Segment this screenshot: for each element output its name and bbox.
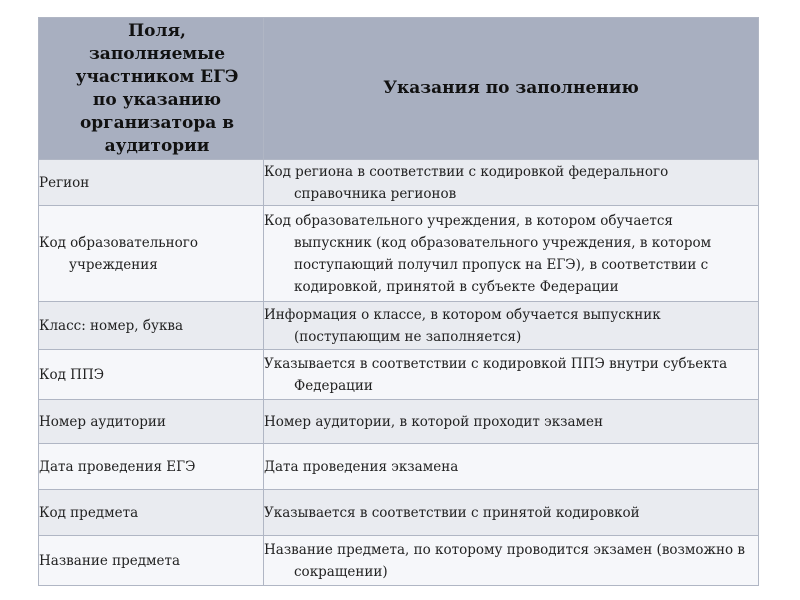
instruction-cell <box>264 490 759 536</box>
table-row <box>39 160 759 206</box>
field-cell <box>39 490 264 536</box>
field-cell <box>39 444 264 490</box>
field-cell <box>39 302 264 350</box>
instruction-cell <box>264 444 759 490</box>
table-row <box>39 490 759 536</box>
instruction-text: Информация о классе, в котором обучается выпускник (поступающим не заполняется) <box>264 306 661 345</box>
instruction-cell <box>264 302 759 350</box>
table-row <box>39 536 759 586</box>
header-fields: Поля, заполняемые участником ЕГЭ по указанию организатора в аудитории <box>39 18 264 160</box>
field-cell <box>39 206 264 302</box>
table-row <box>39 444 759 490</box>
field-text: Дата проведения ЕГЭ <box>39 458 196 475</box>
instruction-cell <box>264 350 759 400</box>
instruction-text: Указывается в соответствии с принятой кодировкой <box>264 504 640 521</box>
instruction-text: Номер аудитории, в которой проходит экзамен <box>264 413 604 430</box>
instruction-cell <box>264 206 759 302</box>
instructions-table <box>38 17 759 586</box>
table-row <box>39 350 759 400</box>
field-text: Номер аудитории <box>39 413 166 430</box>
field-cell <box>39 400 264 444</box>
table-header-row <box>39 18 759 160</box>
field-text: Регион <box>39 174 90 191</box>
field-cell <box>39 350 264 400</box>
instruction-cell <box>264 536 759 586</box>
field-text: Код ППЭ <box>39 366 105 383</box>
table-row <box>39 400 759 444</box>
instruction-text: Код региона в соответствии с кодировкой федерального справочника регионов <box>264 163 669 202</box>
table-row <box>39 206 759 302</box>
table-row <box>39 302 759 350</box>
field-text: Код образовательного учреждения <box>39 234 198 273</box>
instruction-text: Название предмета, по которому проводится экзамен (возможно в сокращении) <box>264 541 745 580</box>
field-text: Класс: номер, буква <box>39 317 184 334</box>
instruction-cell <box>264 400 759 444</box>
instruction-text: Код образовательного учреждения, в котором обучается выпускник (код образовательного учреждения, в котором поступающий получил пропуск на ЕГЭ), в соответствии с кодировкой, принятой в субъекте Федерации <box>264 212 712 295</box>
instruction-text: Указывается в соответствии с кодировкой ППЭ внутри субъекта Федерации <box>264 355 728 394</box>
instructions-table-frame <box>38 17 758 600</box>
field-cell <box>39 160 264 206</box>
field-text: Название предмета <box>39 552 181 569</box>
instruction-text: Дата проведения экзамена <box>264 458 459 475</box>
header-instructions: Указания по заполнению <box>264 18 759 160</box>
field-cell <box>39 536 264 586</box>
field-text: Код предмета <box>39 504 139 521</box>
instruction-cell <box>264 160 759 206</box>
